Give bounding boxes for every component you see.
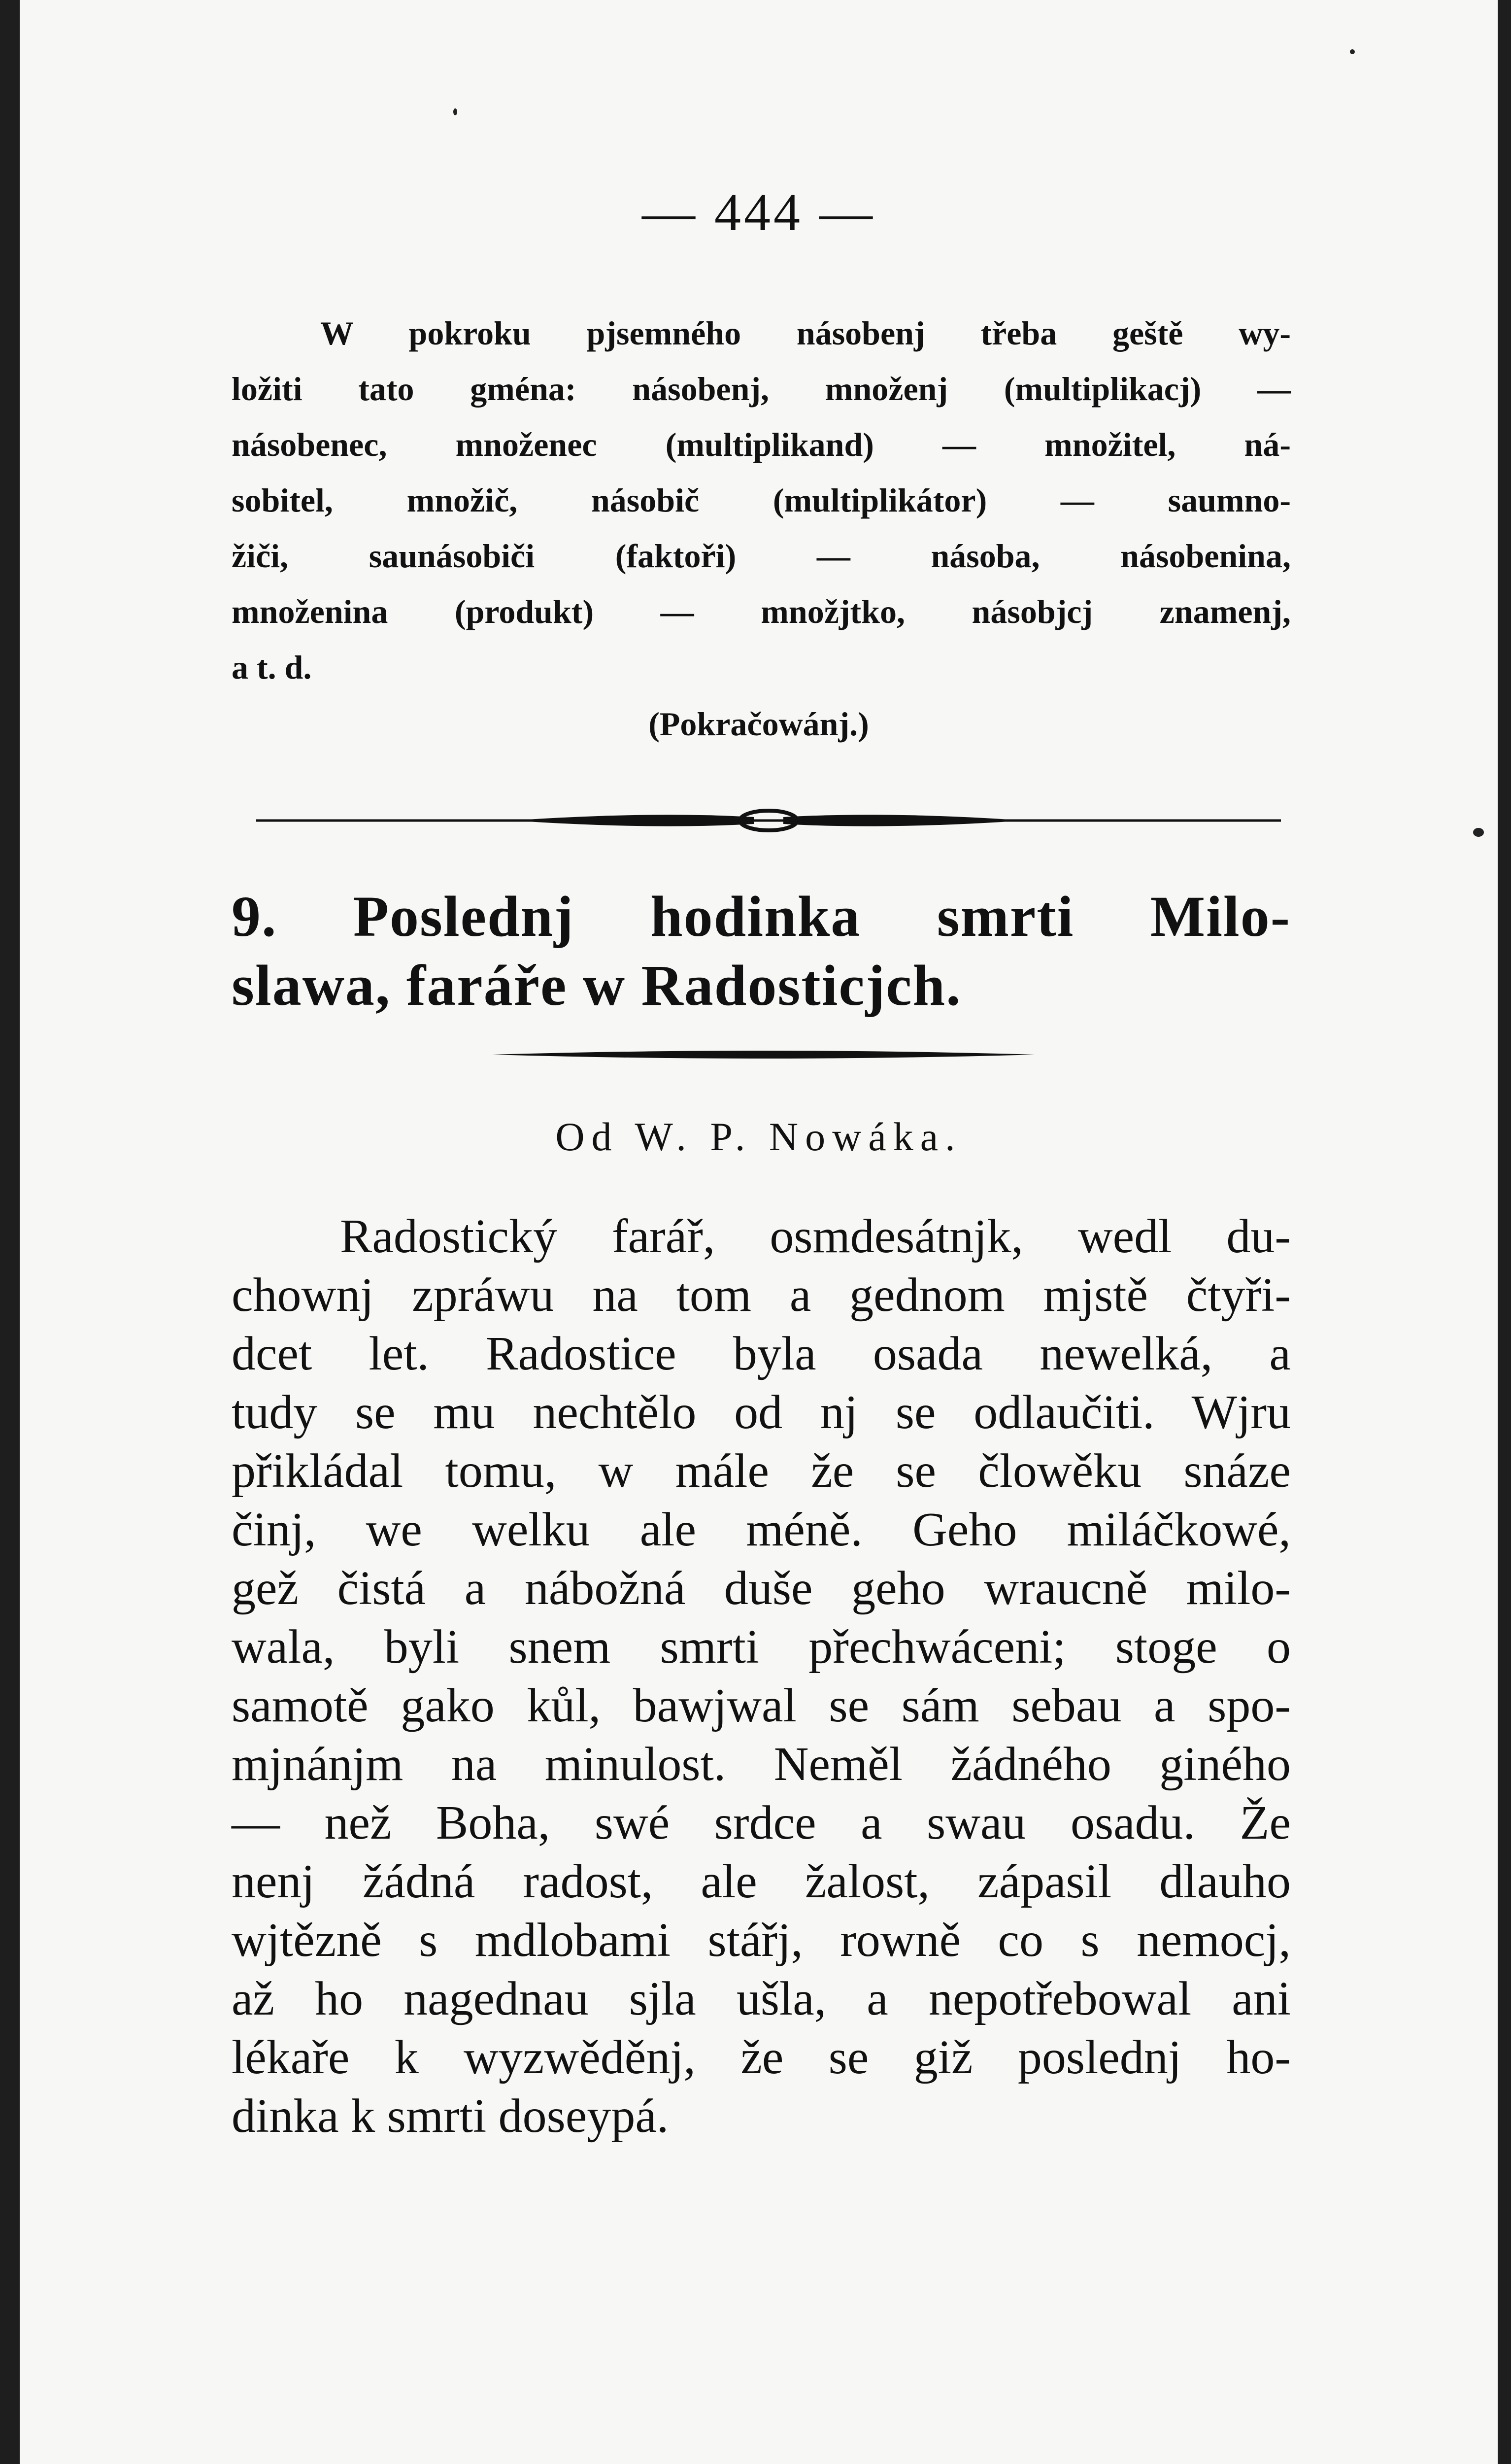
continued-note: (Pokračowánj.) <box>648 705 869 743</box>
paper-speck <box>453 108 457 115</box>
text-line: gež čistá a nábožná duše geho wraucně milo- <box>232 1562 1291 1615</box>
text-line: a t. d. <box>232 649 312 686</box>
text-line: dinka k smrti doseypá. <box>232 2089 669 2143</box>
text-line: lékaře k wyzwěděnj, že se giž poslednj ho- <box>232 2031 1291 2084</box>
text-line: sobitel, množič, násobič (multiplikátor) — saumno- <box>232 481 1291 519</box>
text-line: samotě gako kůl, bawjwal se sám sebau a spo- <box>232 1679 1291 1732</box>
page-number: — 444 — <box>642 183 875 242</box>
text-line: mjnánjm na minulost. Neměl žádného giného <box>232 1738 1291 1791</box>
text-line: wala, byli snem smrti přechwáceni; stoge o <box>232 1620 1291 1674</box>
author-byline: Od W. P. Nowáka. <box>555 1114 962 1159</box>
article-body <box>232 1207 1291 2146</box>
text-line: množenina (produkt) — množjtko, násobjcj znamenj, <box>232 593 1291 630</box>
text-line: — než Boha, swé srdce a swau osadu. Že <box>232 1796 1291 1849</box>
text-line: nenj žádná radost, ale žalost, zápasil dlauho <box>232 1855 1291 1908</box>
ornamental-divider <box>256 798 1281 843</box>
text-line: tudy se mu nechtělo od nj se odlaučiti. Wjru <box>232 1386 1291 1439</box>
text-line: wjtězně s mdlobami stářj, rowně co s nemocj, <box>232 1914 1291 1967</box>
paper-speck <box>1473 828 1484 837</box>
paper-speck <box>1350 49 1355 54</box>
text-line: dcet let. Radostice byla osada newelká, a <box>232 1327 1291 1380</box>
title-line: 9. Poslednj hodinka smrti Milo- <box>232 884 1291 949</box>
text-line: žiči, saunásobiči (faktoři) — násoba, násobenina, <box>232 537 1291 575</box>
text-line: chownj zpráwu na tom a gednom mjstě čtyři- <box>232 1268 1291 1322</box>
text-line: Radostický farář, osmdesátnjk, wedl du- <box>340 1210 1291 1263</box>
text-line: přikládal tomu, w mále že se člowěku snáze <box>232 1444 1291 1498</box>
previous-article-paragraph <box>232 306 1291 695</box>
article-title <box>232 882 1291 1020</box>
text-line: W pokroku pjsemného násobenj třeba geště wy- <box>320 314 1291 352</box>
title-line: slawa, faráře w Radosticjch. <box>232 953 962 1018</box>
title-rule <box>493 1045 1035 1064</box>
text-line: činj, we welku ale méně. Geho miláčkowé, <box>232 1503 1291 1556</box>
text-line: ložiti tato gména: násobenj, množenj (multiplikacj) — <box>232 370 1291 408</box>
text-line: násobenec, množenec (multiplikand) — množitel, ná- <box>232 426 1291 463</box>
text-line: až ho nagednau sjla ušla, a nepotřebowal ani <box>232 1972 1291 2025</box>
book-page <box>20 0 1498 2464</box>
